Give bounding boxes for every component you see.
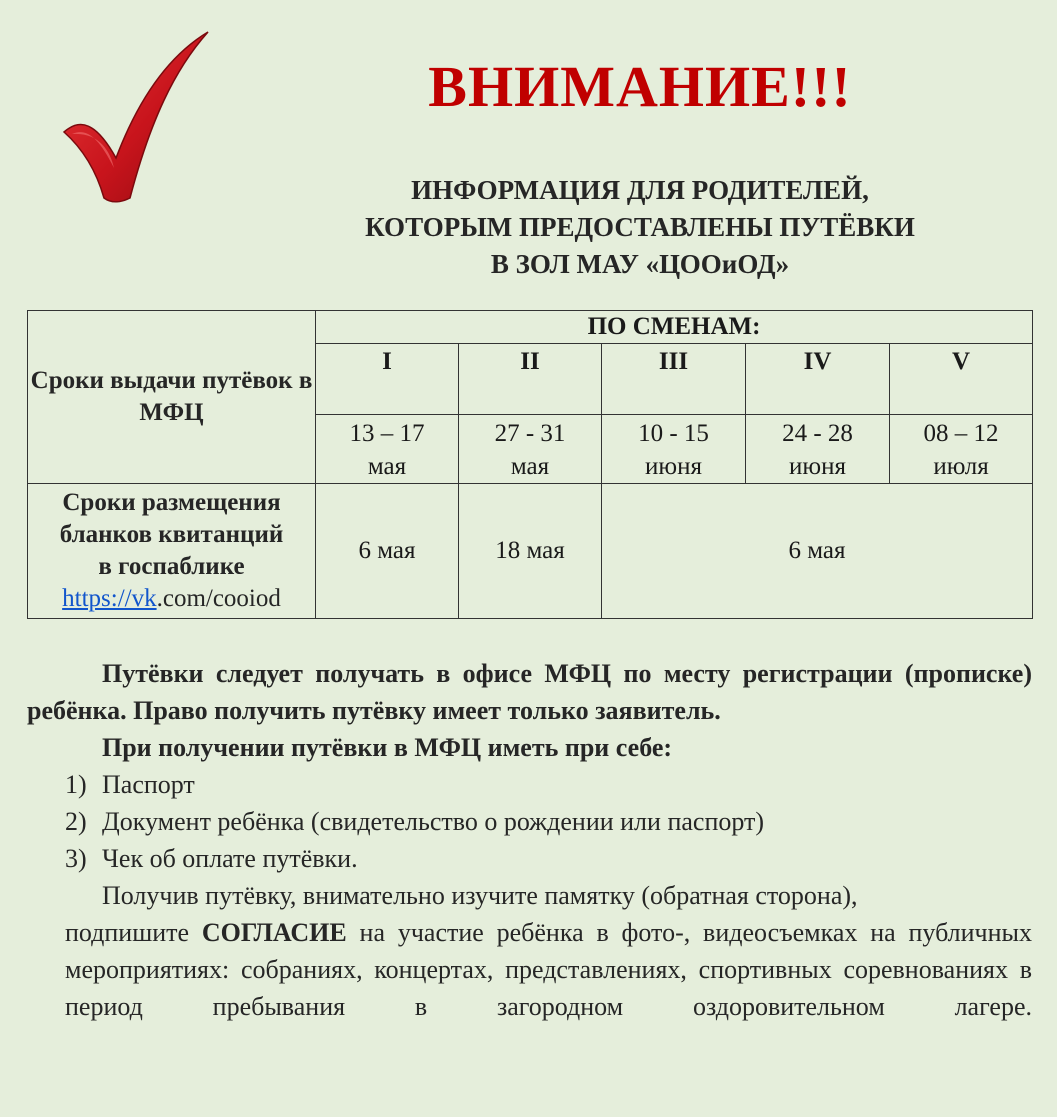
vk-link-line bbox=[28, 583, 315, 615]
paragraph-consent-intro: Получив путёвку, внимательно изучите памятку (обратная сторона), bbox=[102, 881, 858, 910]
list-item bbox=[27, 803, 1032, 840]
placement-date: 6 мая bbox=[316, 484, 459, 619]
consent-bold: СОГЛАСИЕ bbox=[201, 918, 347, 947]
placement-date: 18 мая bbox=[459, 484, 602, 619]
issue-period-label: Сроки выдачи путёвок в МФЦ bbox=[28, 311, 316, 484]
date-range: 10 - 15 bbox=[638, 420, 709, 447]
date-month: мая bbox=[367, 453, 407, 480]
shift-number: V bbox=[890, 344, 1033, 415]
paragraph-office: Путёвки следует получать в офисе МФЦ по месту регистрации (прописке) ребёнка. Право получить путёвку имеет только заявитель. bbox=[27, 659, 1032, 725]
date-range: 08 – 12 bbox=[923, 420, 999, 447]
shift-dates bbox=[459, 415, 602, 484]
date-range: 24 - 28 bbox=[782, 420, 853, 447]
shift-number: II bbox=[459, 344, 602, 415]
shift-number: III bbox=[602, 344, 746, 415]
vk-link[interactable]: https://vk bbox=[62, 585, 157, 612]
shift-dates bbox=[746, 415, 890, 484]
page-subtitle bbox=[300, 172, 980, 283]
list-number: 1) bbox=[65, 770, 87, 799]
page-title: ВНИМАНИЕ!!! bbox=[428, 54, 852, 119]
date-month: июня bbox=[789, 453, 846, 480]
date-range: 27 - 31 bbox=[494, 420, 566, 447]
placement-date: 6 мая bbox=[602, 484, 1033, 619]
list-text: Чек об оплате путёвки. bbox=[102, 844, 358, 873]
label-line: в госпаблике bbox=[98, 553, 245, 580]
label-line: бланков квитанций bbox=[59, 521, 284, 548]
list-item bbox=[27, 766, 1032, 803]
list-text: Паспорт bbox=[102, 770, 195, 799]
paragraph-documents: При получении путёвки в МФЦ иметь при себе: bbox=[102, 733, 673, 762]
consent-pre: подпишите bbox=[65, 918, 190, 947]
list-number: 2) bbox=[65, 807, 87, 836]
shift-number: I bbox=[316, 344, 459, 415]
subtitle-line: В ЗОЛ МАУ «ЦООиОД» bbox=[490, 249, 790, 279]
list-number: 3) bbox=[65, 844, 87, 873]
shift-dates bbox=[316, 415, 459, 484]
shift-dates bbox=[602, 415, 746, 484]
placement-period-label bbox=[28, 484, 316, 619]
list-item bbox=[27, 840, 1032, 877]
date-month: мая bbox=[510, 453, 550, 480]
by-shifts-header: ПО СМЕНАМ: bbox=[316, 311, 1033, 344]
subtitle-line: ИНФОРМАЦИЯ ДЛЯ РОДИТЕЛЕЙ, bbox=[411, 175, 869, 205]
date-month: июня bbox=[645, 453, 702, 480]
paragraph-consent bbox=[27, 914, 1032, 1025]
shift-number: IV bbox=[746, 344, 890, 415]
date-month: июля bbox=[933, 453, 989, 480]
shift-dates bbox=[890, 415, 1033, 484]
label-line: Сроки размещения bbox=[62, 489, 281, 516]
list-text: Документ ребёнка (свидетельство о рождении или паспорт) bbox=[102, 807, 765, 836]
consent-post: на участие ребёнка в фото-, видеосъемках на публичных мероприятиях: собраниях, концертах, представлениях, спортивных соревнованиях в период пребывания в загородном оздоровительном лагере. bbox=[65, 918, 1033, 1021]
date-range: 13 – 17 bbox=[349, 420, 425, 447]
checkmark-icon bbox=[58, 30, 213, 210]
documents-list bbox=[27, 766, 1032, 877]
subtitle-line: КОТОРЫМ ПРЕДОСТАВЛЕНЫ ПУТЁВКИ bbox=[365, 212, 915, 242]
instructions bbox=[27, 655, 1032, 1025]
schedule-table bbox=[27, 310, 1033, 619]
vk-link-rest: .com/cooiod bbox=[156, 585, 281, 612]
